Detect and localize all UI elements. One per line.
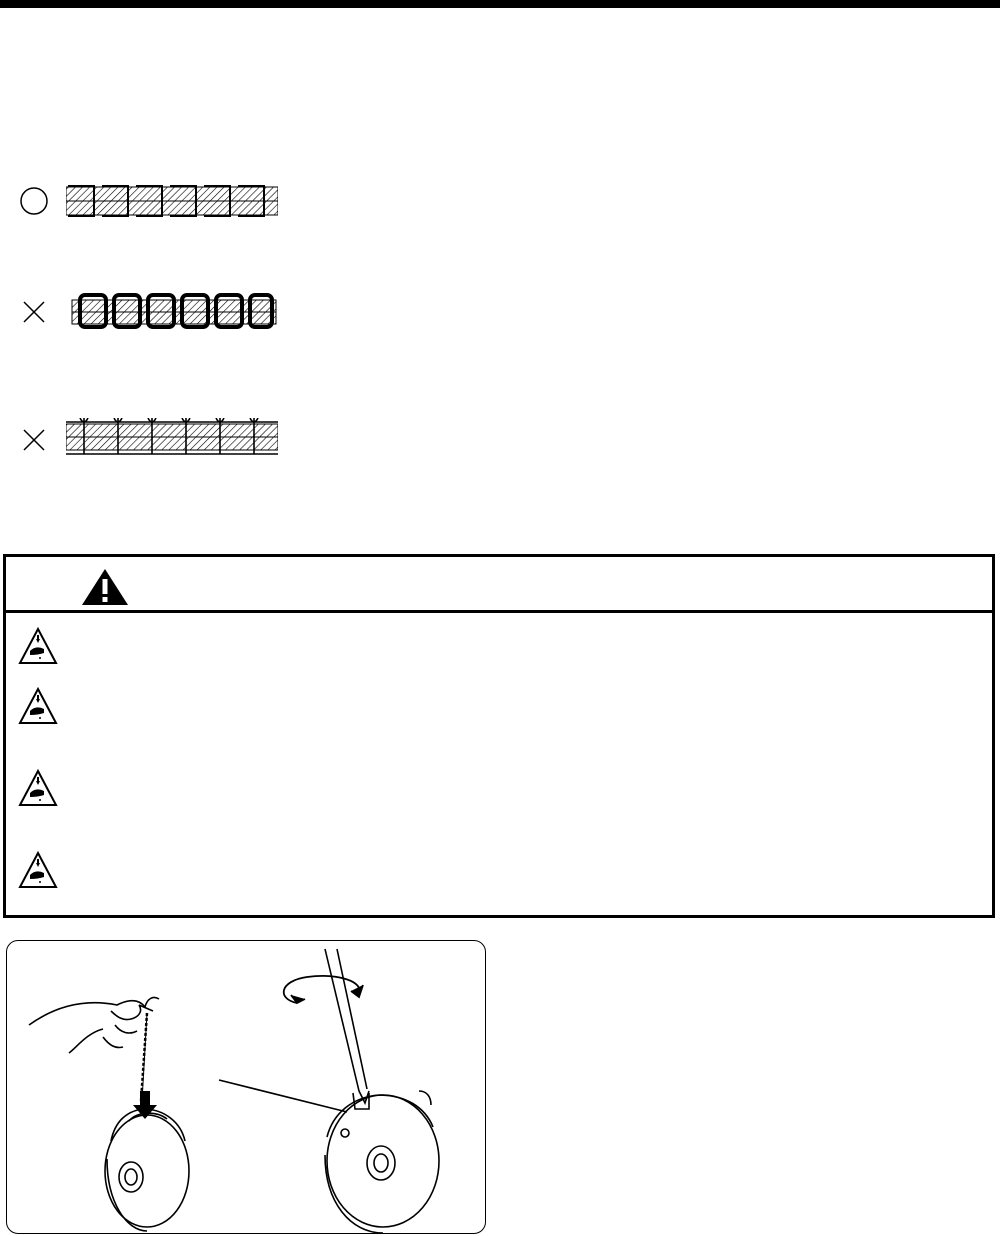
bobbin-case-screw-adjust <box>219 949 439 1233</box>
hand-pinch-icon <box>18 627 58 667</box>
stitch-example-incorrect-2 <box>18 418 288 468</box>
circle-icon <box>18 182 54 222</box>
bobbin-case-thread-pull <box>29 997 189 1231</box>
cross-icon <box>18 418 54 458</box>
caution-header <box>6 557 992 613</box>
stitch-strip-lower-tight <box>66 418 278 462</box>
screwdriver-icon <box>325 949 369 1103</box>
cross-icon <box>18 292 54 332</box>
hand-pinch-icon <box>18 687 58 727</box>
hand-pinch-icon <box>18 769 58 809</box>
bobbin-case-drawing <box>7 941 486 1234</box>
top-rule <box>0 0 1000 8</box>
caution-box <box>3 554 995 918</box>
rotate-arrow-icon <box>284 976 363 1003</box>
warning-triangle-icon <box>80 567 130 607</box>
bobbin-case-illustration <box>6 940 486 1234</box>
stitch-example-incorrect-1 <box>18 292 288 342</box>
stitch-strip-balanced <box>66 182 278 226</box>
stitch-example-correct <box>18 182 288 232</box>
stitch-strip-upper-tight <box>66 292 278 336</box>
hand-pinch-icon <box>18 851 58 891</box>
